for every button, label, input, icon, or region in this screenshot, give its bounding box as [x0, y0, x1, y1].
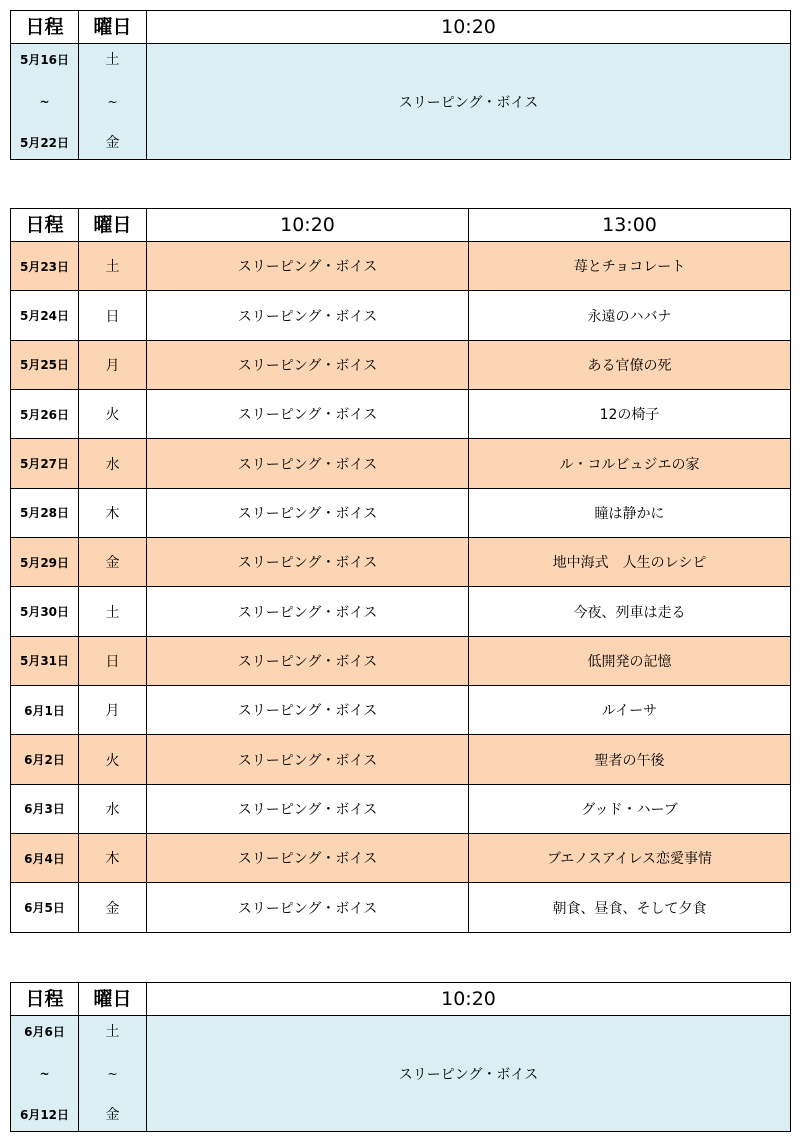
dow-range-cell: [79, 1016, 147, 1132]
end-dow: 金: [105, 1107, 120, 1123]
header-time-1300: 13:00: [469, 209, 791, 242]
header-dow: 曜日: [79, 209, 147, 242]
start-date: 6月6日: [24, 1025, 65, 1039]
film-1300-cell: 聖者の午後: [469, 735, 791, 784]
date-cell: 5月25日: [11, 340, 79, 389]
film-1020-cell: スリーピング・ボイス: [147, 291, 469, 340]
dow-cell: 月: [79, 340, 147, 389]
film-1300-cell: ル・コルビュジエの家: [469, 439, 791, 488]
film-1300-cell: 苺とチョコレート: [469, 242, 791, 291]
table-row: [11, 784, 791, 833]
film-1020-cell: スリーピング・ボイス: [147, 883, 469, 933]
dow-cell: 日: [79, 291, 147, 340]
header-row: [11, 209, 791, 242]
date-cell: 5月24日: [11, 291, 79, 340]
table-row: [11, 538, 791, 587]
header-date: 日程: [11, 11, 79, 44]
table-row: [11, 242, 791, 291]
table-row: [11, 587, 791, 636]
film-1020-cell: スリーピング・ボイス: [147, 834, 469, 883]
range-separator: ~: [39, 1066, 50, 1081]
film-1300-cell: 地中海式 人生のレシピ: [469, 538, 791, 587]
dow-cell: 木: [79, 834, 147, 883]
header-row: [11, 983, 791, 1016]
film-1300-cell: 瞳は静かに: [469, 488, 791, 537]
dow-cell: 日: [79, 636, 147, 685]
table-row: [11, 291, 791, 340]
date-range-cell: [11, 1016, 79, 1132]
end-date: 6月12日: [19, 1108, 70, 1122]
date-cell: 5月30日: [11, 587, 79, 636]
film-1020-cell: スリーピング・ボイス: [147, 735, 469, 784]
film-1020-cell: スリーピング・ボイス: [147, 390, 469, 439]
date-cell: 5月29日: [11, 538, 79, 587]
film-1020-cell: スリーピング・ボイス: [147, 340, 469, 389]
schedule-table-2: [10, 208, 791, 933]
film-1300-cell: 今夜、列車は走る: [469, 587, 791, 636]
table-row: [11, 883, 791, 933]
date-range-cell: [11, 44, 79, 160]
schedule-table-1: [10, 10, 791, 160]
dow-cell: 金: [79, 538, 147, 587]
table-row: [11, 488, 791, 537]
date-cell: 6月2日: [11, 735, 79, 784]
dow-cell: 土: [79, 242, 147, 291]
table-row: [11, 735, 791, 784]
dow-cell: 火: [79, 735, 147, 784]
film-1300-cell: 朝食、昼食、そして夕食: [469, 883, 791, 933]
dow-cell: 水: [79, 784, 147, 833]
date-cell: 6月4日: [11, 834, 79, 883]
film-1300-cell: 12の椅子: [469, 390, 791, 439]
table-row: [11, 390, 791, 439]
date-cell: 6月5日: [11, 883, 79, 933]
film-1300-cell: ある官僚の死: [469, 340, 791, 389]
table-row: [11, 686, 791, 735]
header-row: [11, 11, 791, 44]
date-cell: 5月28日: [11, 488, 79, 537]
dow-cell: 土: [79, 587, 147, 636]
film-1020-cell: スリーピング・ボイス: [147, 488, 469, 537]
date-cell: 6月1日: [11, 686, 79, 735]
film-1300-cell: 永遠のハバナ: [469, 291, 791, 340]
dow-cell: 火: [79, 390, 147, 439]
film-1020-cell: スリーピング・ボイス: [147, 636, 469, 685]
dow-cell: 金: [79, 883, 147, 933]
table-row: [11, 439, 791, 488]
table-row: [11, 834, 791, 883]
dow-cell: 木: [79, 488, 147, 537]
date-cell: 5月26日: [11, 390, 79, 439]
film-1020-cell: スリーピング・ボイス: [147, 587, 469, 636]
header-dow: 曜日: [79, 983, 147, 1016]
film-1300-cell: グッド・ハーブ: [469, 784, 791, 833]
dow-cell: 月: [79, 686, 147, 735]
film-title: スリーピング・ボイス: [147, 1016, 791, 1132]
header-date: 日程: [11, 983, 79, 1016]
table-row: [11, 1016, 791, 1132]
film-1020-cell: スリーピング・ボイス: [147, 538, 469, 587]
dow-range-cell: [79, 44, 147, 160]
date-cell: 5月27日: [11, 439, 79, 488]
start-dow: 土: [105, 1024, 120, 1040]
film-1300-cell: ルイーサ: [469, 686, 791, 735]
film-1020-cell: スリーピング・ボイス: [147, 784, 469, 833]
date-cell: 6月3日: [11, 784, 79, 833]
start-date: 5月16日: [19, 53, 70, 67]
film-1020-cell: スリーピング・ボイス: [147, 439, 469, 488]
end-date: 5月22日: [19, 136, 70, 150]
film-1020-cell: スリーピング・ボイス: [147, 686, 469, 735]
table-row: [11, 636, 791, 685]
range-separator: ~: [39, 94, 50, 109]
range-separator: ~: [107, 1066, 118, 1081]
date-cell: 5月31日: [11, 636, 79, 685]
start-dow: 土: [105, 52, 120, 68]
header-time-1020: 10:20: [147, 983, 791, 1016]
film-1300-cell: 低開発の記憶: [469, 636, 791, 685]
header-date: 日程: [11, 209, 79, 242]
end-dow: 金: [105, 135, 120, 151]
schedule-table-3: [10, 982, 791, 1132]
dow-cell: 水: [79, 439, 147, 488]
header-time-1020: 10:20: [147, 11, 791, 44]
date-cell: 5月23日: [11, 242, 79, 291]
table-row: [11, 340, 791, 389]
film-1300-cell: ブエノスアイレス恋愛事情: [469, 834, 791, 883]
header-time-1020: 10:20: [147, 209, 469, 242]
table-row: [11, 44, 791, 160]
film-1020-cell: スリーピング・ボイス: [147, 242, 469, 291]
header-dow: 曜日: [79, 11, 147, 44]
range-separator: ~: [107, 94, 118, 109]
film-title: スリーピング・ボイス: [147, 44, 791, 160]
